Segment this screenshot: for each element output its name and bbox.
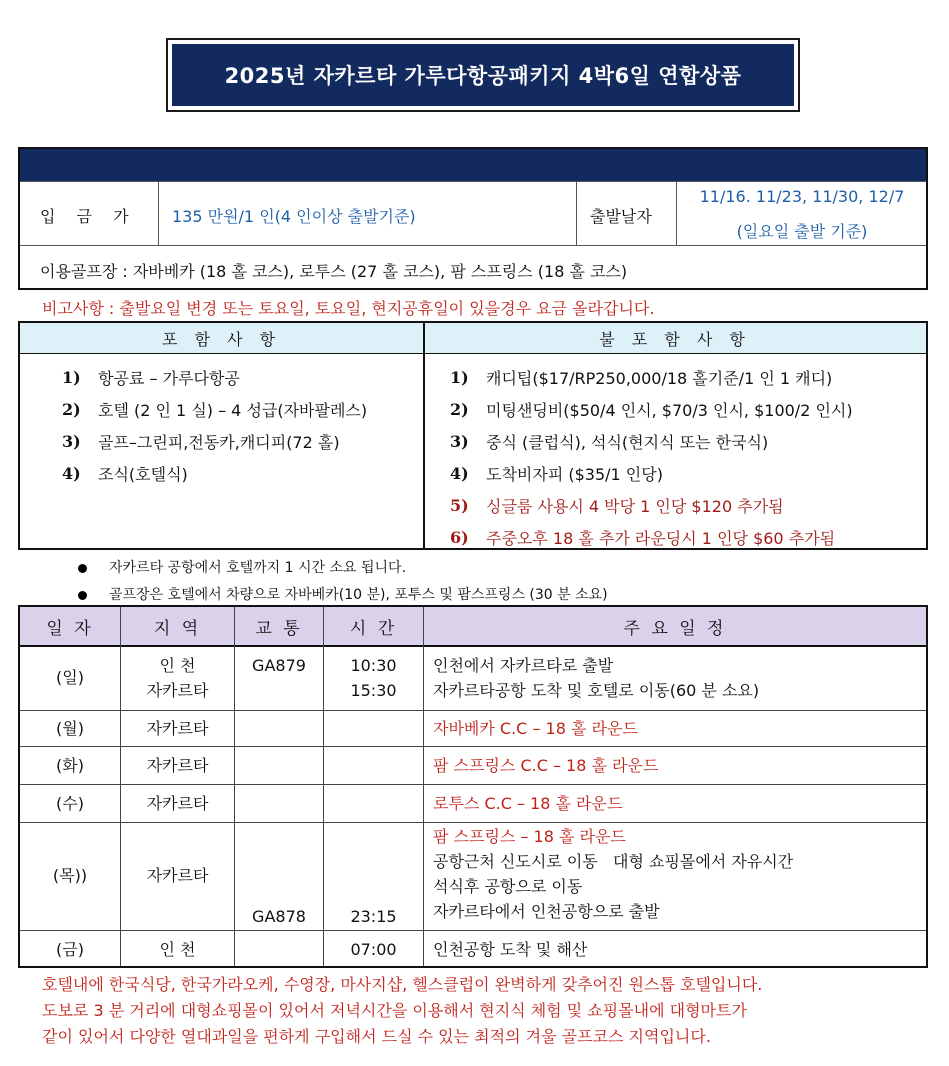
bullet-icon — [78, 564, 87, 573]
plan-cell: 인천공항 도착 및 해산 — [433, 940, 588, 959]
region-cell: 자카르타 — [146, 794, 209, 813]
list-item: 3) 중식 (클럽식), 석식(현지식 또는 한국식) — [450, 431, 769, 452]
plan-cell: 인천에서 자카르타로 출발 자카르타공항 도착 및 호텔로 이동(60 분 소요) — [433, 656, 760, 700]
time-cell: 10:30 15:30 — [350, 656, 397, 700]
day-cell: (금) — [56, 940, 84, 959]
plan-cell: 자바베카 C.C – 18 홀 라운드 — [433, 719, 638, 738]
list-item: 4) 도착비자피 ($35/1 인당) — [450, 463, 663, 484]
header-transport: 교 통 — [255, 618, 303, 639]
day-cell: (일) — [56, 668, 84, 687]
day-cell: (목)) — [52, 866, 88, 885]
golf-courses: 이용골프장 : 자바베카 (18 홀 코스), 로투스 (27 홀 코스), 팜 스프링스 (18 홀 코스) — [40, 262, 628, 281]
inclusion-table — [18, 321, 928, 550]
transport-cell: GA879 — [252, 656, 306, 675]
footer-line: 같이 있어서 다양한 열대과일을 편하게 구입해서 드실 수 있는 최적의 겨울 골프코스 지역입니다. — [42, 1027, 711, 1046]
header-region: 지 역 — [153, 618, 202, 639]
region-cell: 인 천 자카르타 — [146, 656, 209, 700]
time-cell: 07:00 — [350, 940, 397, 959]
bullet-icon — [78, 591, 87, 600]
info-header-bar — [20, 149, 926, 181]
list-item: 4) 조식(호텔식) — [62, 463, 188, 484]
note-item: 자카르타 공항에서 호텔까지 1 시간 소요 됩니다. — [78, 557, 406, 577]
info-table — [18, 147, 928, 290]
region-cell: 자카르타 — [146, 866, 209, 885]
day-cell: (화) — [56, 756, 84, 775]
day-cell: (수) — [56, 794, 84, 813]
plan-cell: 팜 스프링스 C.C – 18 홀 라운드 — [433, 756, 659, 775]
note-item: 골프장은 호텔에서 차량으로 자바베카(10 분), 포투스 및 팜스프링스 (30 분 소요) — [78, 584, 608, 604]
list-item: 1) 항공료 – 가루다항공 — [62, 367, 240, 388]
list-item: 2) 미팅샌딩비($50/4 인시, $70/3 인시, $100/2 인시) — [450, 399, 853, 420]
day-cell: (월) — [56, 719, 84, 738]
included-header: 포 함 사 항 — [20, 323, 423, 353]
region-cell: 자카르타 — [146, 756, 209, 775]
header-time: 시 간 — [349, 618, 398, 639]
header-plan: 주 요 일 정 — [623, 618, 727, 639]
price-value: 135 만원/1 인(4 인이상 출발기준) — [172, 207, 416, 226]
header-day: 일 자 — [46, 618, 94, 639]
transport-cell: GA878 — [252, 907, 306, 926]
plan-cell: 팜 스프링스 – 18 홀 라운드 공항근처 신도시로 이동 대형 쇼핑몰에서 자유시간 석식후 공항으로 이동 자카르타에서 인천공항으로 출발 — [433, 827, 794, 921]
list-item: 1) 캐디팁($17/RP250,000/18 홀기준/1 인 1 캐디) — [450, 367, 833, 388]
list-item: 3) 골프–그린피,전동카,캐디피(72 홀) — [62, 431, 340, 452]
page-title: 2025년 자카르타 가루다항공패키지 4박6일 연합상품 — [172, 44, 794, 106]
footer-line: 호텔내에 한국식당, 한국가라오케, 수영장, 마사지샵, 헬스클럽이 완벽하게 갖추어진 원스톱 호텔입니다. — [42, 975, 763, 994]
time-cell: 23:15 — [350, 907, 397, 926]
schedule-table — [18, 605, 928, 968]
list-item: 6) 주중오후 18 홀 추가 라운딩시 1 인당 $60 추가됨 — [450, 527, 836, 548]
footer-line: 도보로 3 분 거리에 대형쇼핑몰이 있어서 저녁시간을 이용해서 현지식 체험 및 쇼핑몰내에 대형마트가 — [42, 1001, 747, 1020]
price-label: 입 금 가 — [40, 207, 137, 226]
list-item: 2) 호텔 (2 인 1 실) – 4 성급(자바팔레스) — [62, 399, 368, 420]
region-cell: 인 천 — [159, 940, 196, 959]
title-box — [166, 38, 800, 112]
region-cell: 자카르타 — [146, 719, 209, 738]
excluded-header: 불 포 함 사 항 — [424, 323, 926, 353]
plan-cell: 로투스 C.C – 18 홀 라운드 — [433, 794, 623, 813]
date-label: 출발날자 — [590, 207, 652, 226]
departure-dates: 11/16. 11/23, 11/30, 12/7 — [699, 187, 905, 206]
excluded-list — [450, 361, 853, 553]
included-list — [62, 361, 367, 489]
departure-note: (일요일 출발 기준) — [736, 222, 868, 241]
footer-notes — [42, 972, 922, 1050]
list-item: 5) 싱글룸 사용시 4 박당 1 인당 $120 추가됨 — [450, 495, 784, 516]
remark-text: 비고사항 : 출발요일 변경 또는 토요일, 토요일, 현지공휴일이 있을경우 요금 올라갑니다. — [42, 299, 655, 318]
